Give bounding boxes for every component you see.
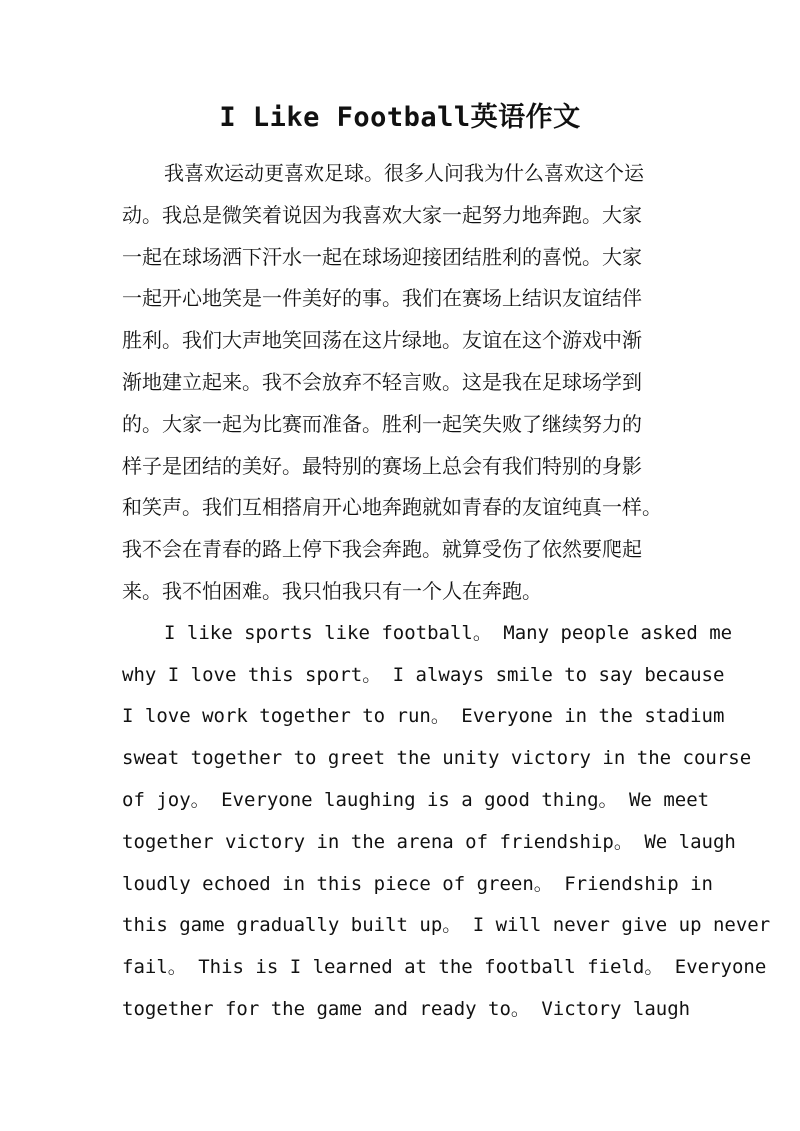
paragraph-line: I love work together to run。 Everyone in the stadium [122,705,725,728]
paragraph-line: together victory in the arena of friendship。 We laugh [122,830,736,853]
paragraph-line: 样子是团结的美好。最特别的赛场上总会有我们特别的身影 [122,453,642,478]
paragraph-line: I like sports like football。 Many people asked me [164,621,733,644]
document-title: I Like Football英语作文 [219,102,581,133]
paragraph-line: why I love this sport。 I always smile to say because [122,663,725,686]
paragraph-line: loudly echoed in this piece of green。 Friendship in [122,872,713,895]
paragraph-line: 胜利。我们大声地笑回荡在这片绿地。友谊在这个游戏中渐 [122,328,642,353]
paragraph-line: sweat together to greet the unity victory in the course [122,747,752,770]
paragraph-line: fail。 This is I learned at the football field。 Everyone [122,956,767,979]
paragraph-line: together for the game and ready to。 Victory laugh [122,997,691,1020]
paragraph-line: 动。我总是微笑着说因为我喜欢大家一起努力地奔跑。大家 [122,202,642,227]
paragraph-line: 一起在球场洒下汗水一起在球场迎接团结胜利的喜悦。大家 [122,244,642,269]
paragraph-line: 我喜欢运动更喜欢足球。很多人问我为什么喜欢这个运 [164,161,644,185]
paragraph-line: 和笑声。我们互相搭肩开心地奔跑就如青春的友谊纯真一样。 [122,495,662,520]
paragraph-line: 我不会在青春的路上停下我会奔跑。就算受伤了依然要爬起 [122,537,642,562]
paragraph-line: of joy。 Everyone laughing is a good thing。 We meet [122,788,710,811]
chinese-paragraph [122,153,742,613]
paragraph-line: 渐地建立起来。我不会放弃不轻言败。这是我在足球场学到 [122,369,642,394]
document-body [122,153,771,1031]
paragraph-line: 的。大家一起为比赛而准备。胜利一起笑失败了继续努力的 [122,411,642,436]
paragraph-line: 一起开心地笑是一件美好的事。我们在赛场上结识友谊结伴 [122,286,642,311]
paragraph-line: 来。我不怕困难。我只怕我只有一个人在奔跑。 [122,578,542,603]
english-paragraph [122,613,771,1031]
paragraph-line: this game gradually built up。 I will never give up never [122,914,771,937]
